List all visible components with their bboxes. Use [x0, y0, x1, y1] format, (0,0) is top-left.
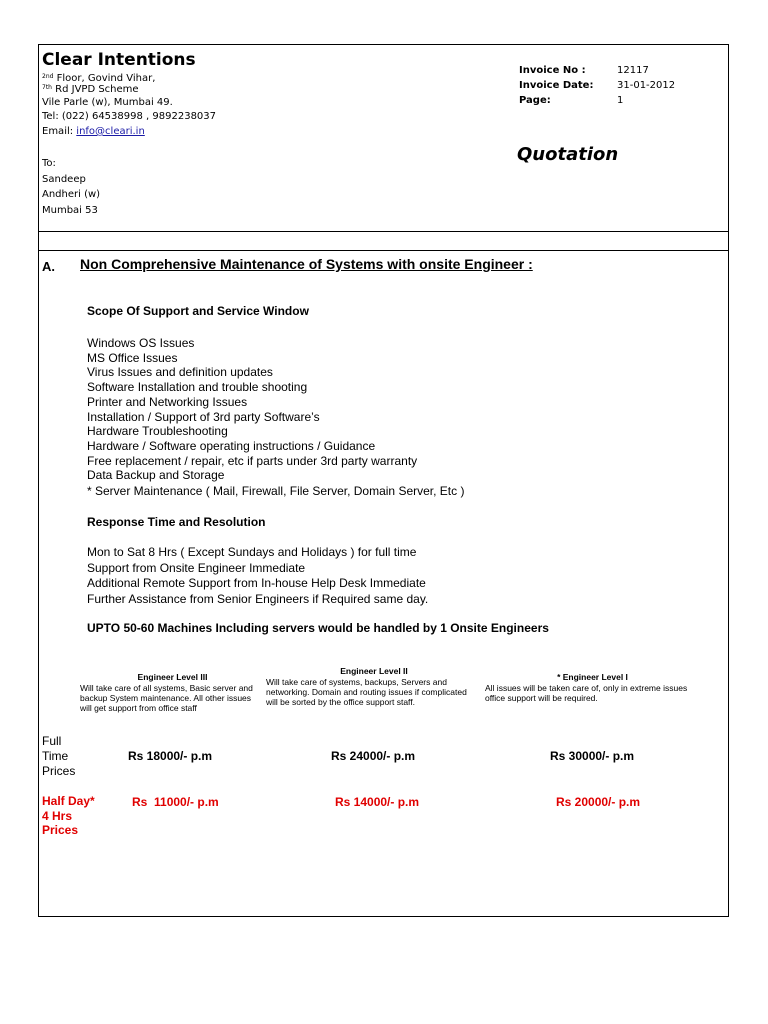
address-line-1: $^{2nd}$ Floor, Govind Vihar, [42, 73, 156, 84]
page-value: 1 [617, 95, 624, 106]
invoice-no-label: Invoice No : [519, 65, 586, 76]
invoice-date-label: Invoice Date: [519, 80, 594, 91]
engineer-level-3-desc: Will take care of all systems, Basic server and backup System maintenance. All other issues will get support from office staff [80, 683, 253, 713]
full-time-price-level-3: Rs 18000/- p.m [128, 749, 213, 763]
scope-item: Software Installation and trouble shooting [87, 380, 308, 395]
engineer-level-3-title: Engineer Level III [137, 672, 208, 682]
half-day-price-level-2: Rs 14000/- p.m [335, 795, 420, 809]
engineer-level-2-desc: Will take care of systems, backups, Servers and networking. Domain and routing issues if complicated will be sorted by the office support staff. [266, 677, 467, 707]
scope-item: Printer and Networking Issues [87, 394, 248, 409]
to-label: To: [42, 158, 56, 169]
company-name: Clear Intentions [42, 50, 196, 70]
recipient-line-2: Mumbai 53 [42, 205, 98, 216]
section-title: Non Comprehensive Maintenance of Systems with onsite Engineer : [80, 256, 533, 272]
scope-item: Hardware / Software operating instructions / Guidance [87, 438, 376, 453]
recipient-line-1: Andheri (w) [42, 189, 101, 200]
scope-item: Data Backup and Storage [87, 468, 225, 483]
address-line-3: Vile Parle (w), Mumbai 49. [42, 97, 173, 108]
scope-item: MS Office Issues [87, 350, 178, 365]
scope-item: Installation / Support of 3rd party Software’s [87, 409, 320, 424]
divider-top [38, 231, 729, 232]
scope-item: * Server Maintenance ( Mail, Firewall, File Server, Domain Server, Etc ) [87, 484, 465, 499]
response-item: Mon to Sat 8 Hrs ( Except Sundays and Holidays ) for full time [87, 545, 417, 559]
page-label: Page: [519, 95, 551, 106]
response-item: Additional Remote Support from In-house Help Desk Immediate [87, 576, 426, 590]
scope-item: Hardware Troubleshooting [87, 424, 228, 439]
engineer-level-1-title: * Engineer Level I [557, 672, 628, 682]
response-item: Further Assistance from Senior Engineers if Required same day. [87, 591, 429, 606]
email-row: Email: info@cleari.in [42, 126, 145, 137]
scope-item: Windows OS Issues [87, 336, 195, 350]
engineer-level-2-title: Engineer Level II [340, 666, 408, 676]
document-title: Quotation [517, 144, 619, 165]
invoice-no-value: 12117 [617, 65, 649, 76]
scope-item: Virus Issues and definition updates [87, 365, 273, 380]
section-letter: A. [42, 259, 55, 274]
full-time-price-level-1: Rs 30000/- p.m [550, 749, 635, 763]
half-day-price-level-1: Rs 20000/- p.m [556, 795, 641, 809]
half-day-price-level-3: Rs 11000/- p.m [132, 795, 219, 809]
response-list [87, 545, 428, 607]
machines-note: UPTO 50-60 Machines Including servers would be handled by 1 Onsite Engineers [87, 621, 549, 635]
scope-item: Free replacement / repair, etc if parts under 3rd party warranty [87, 453, 418, 468]
engineer-level-1-desc: All issues will be taken care of, only in extreme issues office support will be required. [485, 683, 688, 703]
invoice-date-value: 31-01-2012 [617, 80, 676, 91]
scope-heading: Scope Of Support and Service Window [87, 304, 309, 318]
telephone: Tel: (022) 64538998 , 9892238037 [42, 111, 217, 122]
address-line-2: $^{7th}$ Rd JVPD Scheme [42, 84, 139, 95]
full-time-label: Full Time Prices [42, 734, 76, 778]
response-heading: Response Time and Resolution [87, 515, 266, 529]
half-day-label: Half Day* 4 Hrs Prices [42, 794, 95, 837]
response-item: Support from Onsite Engineer Immediate [87, 560, 306, 575]
scope-list [87, 336, 464, 499]
recipient-name: Sandeep [42, 174, 86, 185]
divider-bottom [38, 250, 729, 251]
email-link[interactable]: info@cleari.in [76, 126, 145, 137]
full-time-price-level-2: Rs 24000/- p.m [331, 749, 416, 763]
